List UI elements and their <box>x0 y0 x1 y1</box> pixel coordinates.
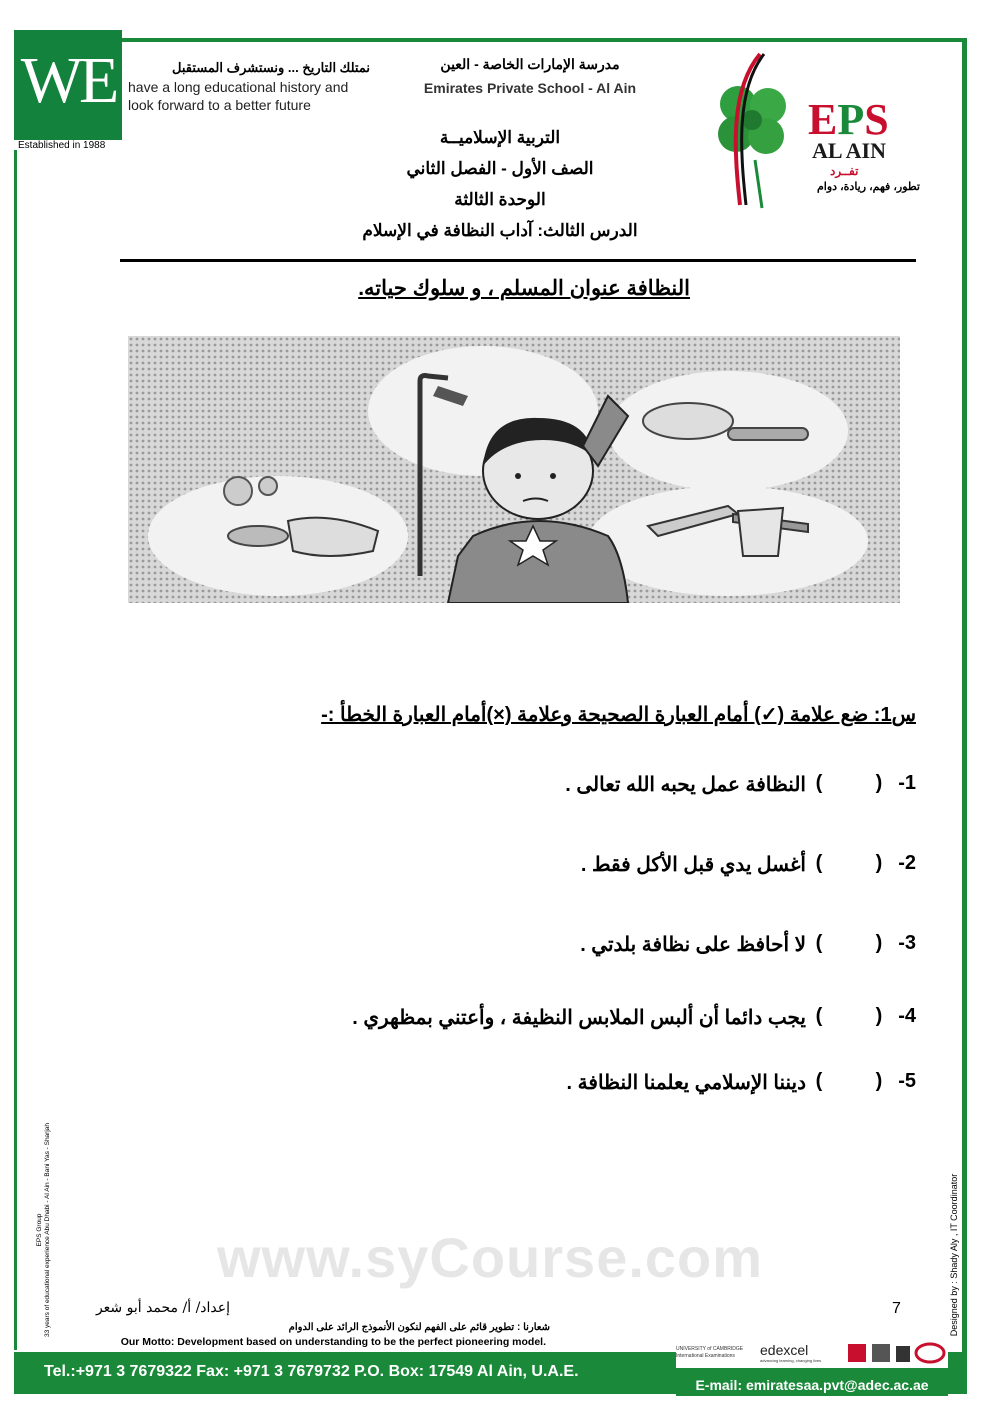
eps-logo-text <box>808 95 889 144</box>
lesson-banner: النظافة عنوان المسلم ، و سلوك حياته. <box>358 277 690 300</box>
accreditation-icons <box>846 1340 946 1366</box>
author-credit: إعداد/ أ/ محمد أبو شعر <box>95 1300 230 1316</box>
we-logo-letters: WE <box>20 44 116 117</box>
side-left-line-1: EPS Group <box>36 1213 43 1247</box>
answer-bracket-open: ( <box>875 772 883 794</box>
question-item-2 <box>150 852 916 888</box>
question-item-3 <box>150 932 916 968</box>
answer-bracket-close: ) <box>815 1005 823 1027</box>
motto-arabic: نمتلك التاريخ ... ونستشرف المستقبل <box>172 60 370 75</box>
handwash-bubble <box>148 476 408 596</box>
header-divider <box>120 259 916 262</box>
right-frame-line <box>962 38 967 1358</box>
footer-contact: Tel.:+971 3 7679322 Fax: +971 3 7679732 P.O. Box: 17549 Al Ain, U.A.E. <box>44 1363 579 1380</box>
item-statement: ديننا الإسلامي يعلمنا النظافة . <box>566 1072 806 1094</box>
eps-tagline: تفــرد <box>830 164 859 178</box>
answer-bracket-close: ) <box>815 932 823 954</box>
designer-credit: Designed by : Shady Aly , IT Coordinator <box>949 1173 959 1337</box>
side-text-left <box>34 1110 51 1350</box>
comb-bubble <box>608 371 848 491</box>
item-number: 4- <box>898 1005 916 1027</box>
eps-e: E <box>808 95 838 144</box>
side-text-right <box>944 1160 958 1360</box>
edexcel-tagline: advancing learning, changing lives <box>760 1358 822 1363</box>
answer-bracket-open: ( <box>875 852 883 874</box>
question-item-1 <box>150 772 916 808</box>
slogan-arabic: شعارنا : تطوير قائم على الفهم لنكون الأنموذج الرائد على الدوام <box>288 1322 550 1333</box>
hygiene-illustration <box>128 336 900 603</box>
question-item-5 <box>150 1070 916 1106</box>
item-number: 1- <box>898 772 916 794</box>
item-number: 2- <box>898 852 916 874</box>
unit-title: الوحدة الثالثة <box>454 190 546 209</box>
eps-city: AL AIN <box>812 138 886 163</box>
cambridge-logo: UNIVERSITY of CAMBRIDGE International Examinations <box>676 1346 744 1359</box>
eps-values: تطور، فهم، ريادة، دوام <box>816 181 920 193</box>
item-statement: أغسل يدي قبل الأكل فقط . <box>580 854 806 876</box>
eps-s: S <box>864 95 889 144</box>
question-item-4 <box>150 1005 916 1041</box>
item-number: 3- <box>898 932 916 954</box>
motto-english <box>128 78 348 114</box>
question-title: س1: ضع علامة (✓) أمام العبارة الصحيحة وعلامة (×)أمام العبارة الخطأ :- <box>321 704 916 726</box>
watermark-text: www.syCourse.com <box>216 1226 764 1289</box>
answer-bracket-close: ) <box>815 1070 823 1092</box>
subject-title: التربية الإسلاميــة <box>439 128 561 147</box>
slogan-english: Our Motto: Development based on understanding to be the perfect pioneering model. <box>120 1336 546 1348</box>
side-left-line-2: 33 years of educational experience Abu Dhabi - Al Ain - Bani Yas - Sharjah <box>44 1122 51 1338</box>
toothbrush-bubble <box>588 486 868 596</box>
answer-bracket-open: ( <box>875 1070 883 1092</box>
footer-email[interactable]: E-mail: emiratesaa.pvt@adec.ac.ae <box>676 1374 948 1396</box>
answer-bracket-open: ( <box>875 1005 883 1027</box>
motto-en-line-1: have a long educational history and <box>128 79 349 95</box>
item-statement: لا أحافظ على نظافة بلدتي . <box>580 934 806 956</box>
item-number: 5- <box>898 1070 916 1092</box>
left-frame-line <box>14 150 17 1350</box>
partner-logos <box>676 1338 948 1368</box>
top-frame-line <box>120 38 966 42</box>
school-name-arabic: مدرسة الإمارات الخاصة - العين <box>440 56 620 72</box>
lesson-title: الدرس الثالث: آداب النظافة في الإسلام <box>362 221 638 240</box>
motto-en-line-2: look forward to a better future <box>128 97 311 113</box>
eps-p: P <box>837 95 865 144</box>
answer-bracket-close: ) <box>815 772 823 794</box>
edexcel-logo: edexcel <box>760 1342 809 1358</box>
we-logo <box>14 30 122 140</box>
grade-term: الصف الأول - الفصل الثاني <box>406 159 594 178</box>
school-name-english: Emirates Private School - Al Ain <box>423 80 637 96</box>
lesson-header <box>300 122 700 246</box>
item-statement: النظافة عمل يحبه الله تعالى . <box>565 774 806 796</box>
item-statement: يجب دائما أن ألبس الملابس النظيفة ، وأعتني بمظهري . <box>352 1007 806 1029</box>
answer-bracket-close: ) <box>815 852 823 874</box>
answer-bracket-open: ( <box>875 932 883 954</box>
we-established: Established in 1988 <box>18 140 106 151</box>
page-number: 7 <box>892 1300 901 1317</box>
